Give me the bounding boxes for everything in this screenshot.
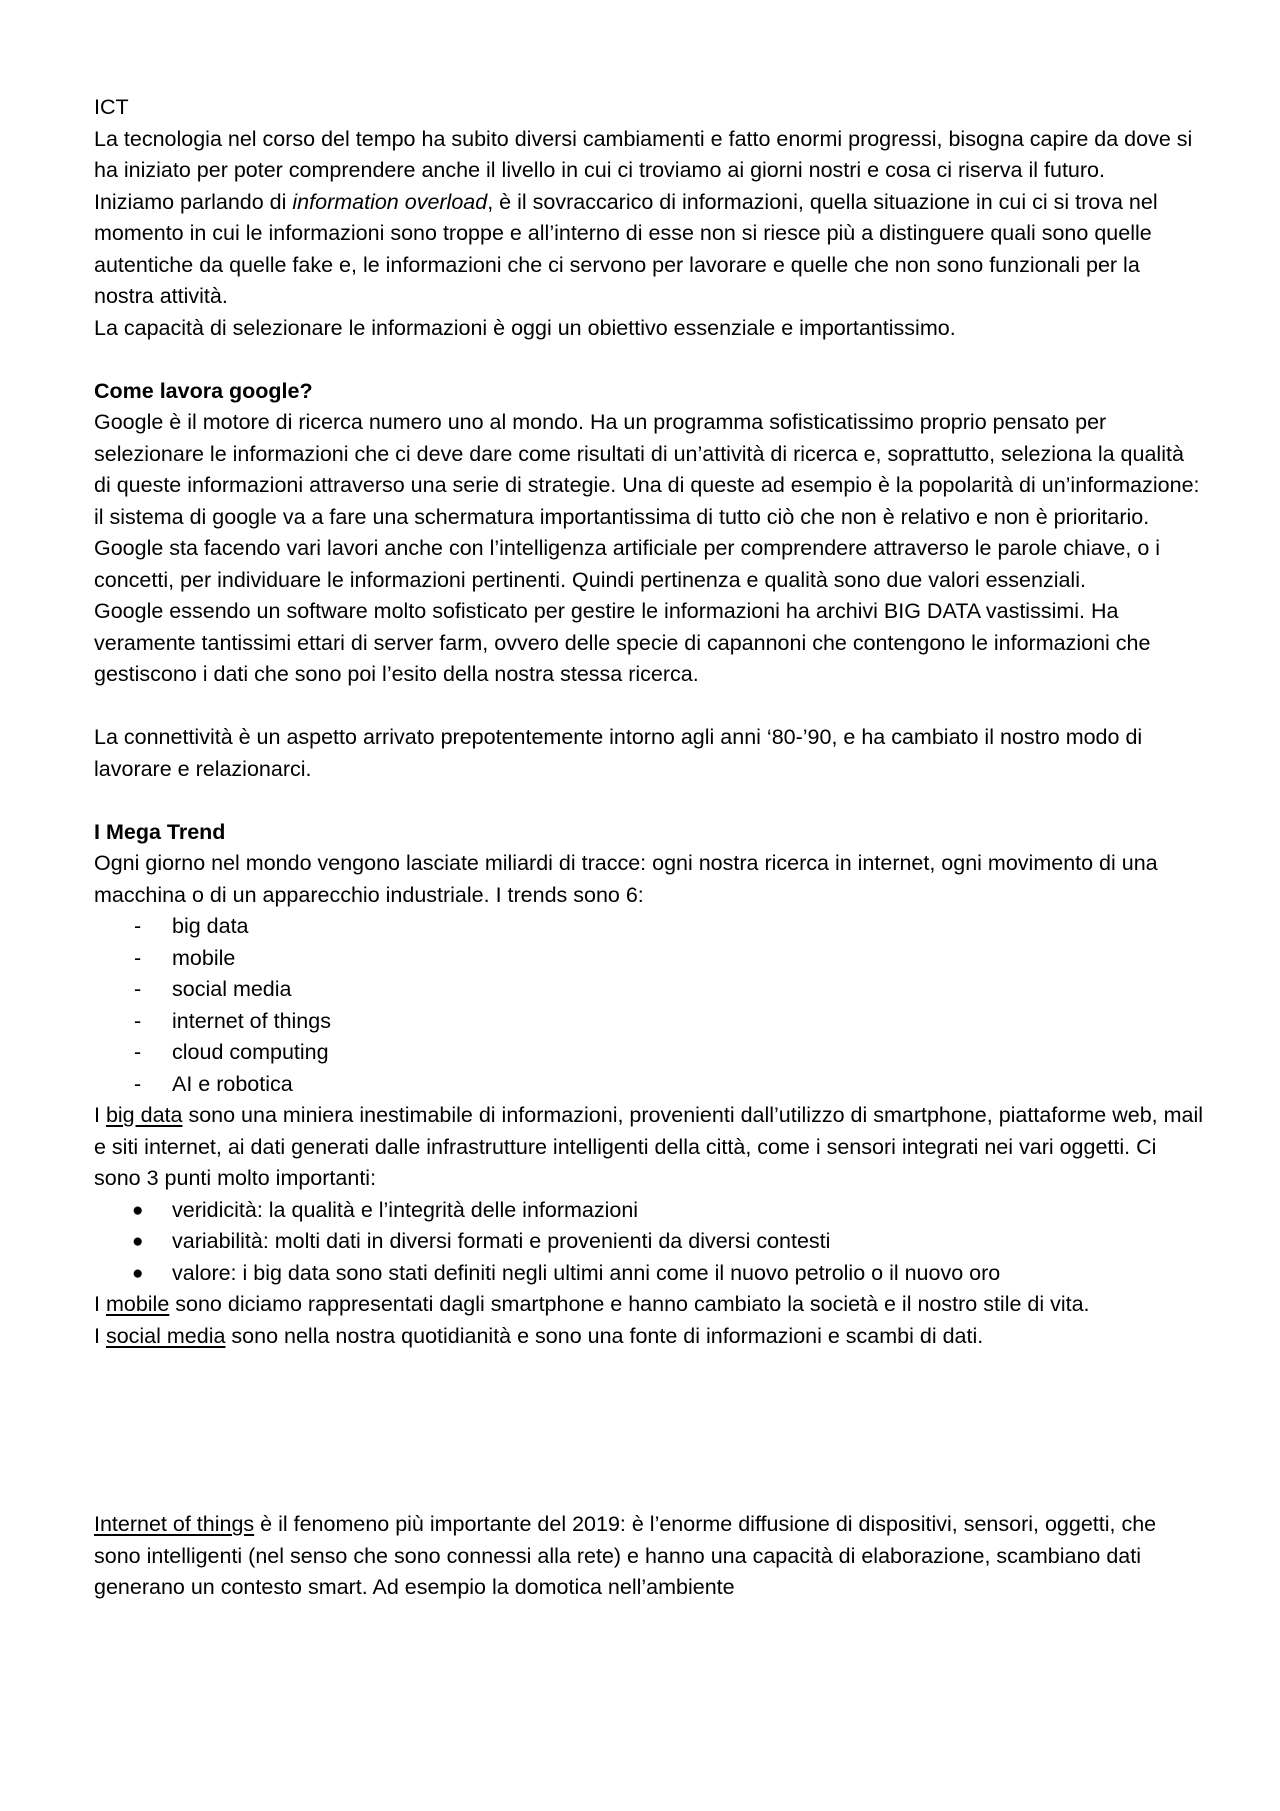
- google-paragraph-2: Google sta facendo vari lavori anche con l’intelligenza artificiale per comprendere attraverso le parole chiave, o i concetti, per individuare le informazioni pertinenti. Quindi pertinenza e qualità sono due valori essenziali.: [94, 536, 1161, 592]
- megatrend-heading: I Mega Trend: [94, 819, 226, 844]
- iot-term: Internet of things: [94, 1512, 255, 1536]
- mobile-text: sono diciamo rappresentati dagli smartphone e hanno cambiato la società e il nostro stile di vita.: [169, 1292, 1090, 1316]
- megatrend-intro: Ogni giorno nel mondo vengono lasciate miliardi di tracce: ogni nostra ricerca in internet, ogni movimento di una macchina o di un apparecchio industriale. I trends sono 6:: [94, 851, 1158, 907]
- iot-paragraph: [94, 1509, 1204, 1604]
- spacer: [94, 344, 1204, 376]
- selection-paragraph: La capacità di selezionare le informazioni è oggi un obiettivo essenziale e importantissimo.: [94, 315, 956, 340]
- list-item: [94, 911, 1204, 943]
- bigdata-term: big data: [105, 1103, 183, 1127]
- iot-text: è il fenomeno più importante del 2019: è l’enorme diffusione di dispositivi, sensori, oggetti, che sono intelligenti (nel senso che sono connessi alla rete) e hanno una capacità di elaborazione, scambiano dati generano un contesto smart. Ad esempio la domotica nell’ambiente: [94, 1512, 1157, 1599]
- bullet-marker: ●: [132, 1231, 144, 1252]
- trend-label: mobile: [172, 945, 236, 970]
- social-lead: I: [94, 1323, 106, 1348]
- point-label: variabilità: molti dati in diversi formati e provenienti da diversi contesti: [172, 1229, 831, 1253]
- list-item: [94, 974, 1204, 1006]
- list-item: [94, 1195, 1204, 1227]
- bullet-marker: ●: [132, 1262, 144, 1284]
- mobile-lead: I: [94, 1292, 106, 1316]
- social-term: social media: [105, 1323, 226, 1348]
- dash-marker: -: [134, 977, 142, 1001]
- overload-after: , è il sovraccarico di informazioni, quella situazione in cui ci si trova nel momento in cui le informazioni sono troppe e all’interno di esse non si riesce più a distinguere quali sono quelle autentiche da quelle fake e, le informazioni che ci servono per lavorare e quelle che non sono funzionali per la nostra attività.: [94, 189, 1158, 308]
- dash-marker: -: [134, 914, 142, 938]
- overload-paragraph: [94, 187, 1204, 313]
- google-heading: Come lavora google?: [94, 378, 313, 403]
- trend-label: big data: [172, 914, 249, 938]
- intro-paragraph: La tecnologia nel corso del tempo ha subito diversi cambiamenti e fatto enormi progressi, bisogna capire da dove si ha iniziato per poter comprendere anche il livello in cui ci troviamo ai giorni nostri e cosa ci riserva il futuro.: [94, 126, 1193, 182]
- point-label: veridicità: la qualità e l’integrità delle informazioni: [172, 1197, 639, 1222]
- dash-marker: -: [134, 1071, 142, 1096]
- dash-marker: -: [134, 945, 142, 970]
- list-item: [94, 1037, 1204, 1069]
- list-item: [94, 943, 1204, 975]
- trend-list: [94, 911, 1204, 1100]
- doc-title: ICT: [94, 95, 129, 119]
- list-item: [94, 1226, 1204, 1258]
- bigdata-points-list: [94, 1195, 1204, 1290]
- trend-label: internet of things: [172, 1008, 331, 1033]
- dash-marker: -: [134, 1040, 142, 1064]
- bigdata-lead: I: [94, 1103, 106, 1127]
- trend-label: AI e robotica: [172, 1071, 293, 1096]
- mobile-paragraph: [94, 1289, 1204, 1321]
- spacer: [94, 785, 1204, 817]
- trend-label: cloud computing: [172, 1040, 329, 1064]
- dash-marker: -: [134, 1008, 142, 1033]
- spacer: [94, 691, 1204, 723]
- trend-label: social media: [172, 977, 292, 1001]
- overload-term: information overload: [292, 189, 488, 214]
- mobile-term: mobile: [105, 1292, 170, 1316]
- social-paragraph: [94, 1321, 1204, 1353]
- google-paragraph-3: Google essendo un software molto sofisticato per gestire le informazioni ha archivi BIG DATA vastissimi. Ha veramente tantissimi ettari di server farm, ovvero delle specie di capannoni che contengono le informazioni che gestiscono i dati che sono poi l’esito della nostra stessa ricerca.: [94, 599, 1151, 686]
- google-paragraph-1: Google è il motore di ricerca numero uno al mondo. Ha un programma sofisticatissimo proprio pensato per selezionare le informazioni che ci deve dare come risultati di un’attività di ricerca e, soprattutto, seleziona la qualità di queste informazioni attraverso una serie di strategie. Una di queste ad esempio è la popolarità di un’informazione: il sistema di google va a fare una schermatura importantissima di tutto ciò che non è relativo e non è prioritario.: [94, 410, 1200, 529]
- spacer: [94, 1352, 1204, 1509]
- bigdata-paragraph: [94, 1100, 1204, 1195]
- social-text: sono nella nostra quotidianità e sono una fonte di informazioni e scambi di dati.: [225, 1323, 984, 1348]
- list-item: [94, 1069, 1204, 1101]
- bullet-marker: ●: [132, 1199, 144, 1221]
- list-item: [94, 1006, 1204, 1038]
- connectivity-paragraph: La connettività è un aspetto arrivato prepotentemente intorno agli anni ‘80-’90, e ha cambiato il nostro modo di lavorare e relazionarci.: [94, 725, 1143, 781]
- list-item: [94, 1258, 1204, 1290]
- overload-before: Iniziamo parlando di: [94, 189, 293, 214]
- point-label: valore: i big data sono stati definiti negli ultimi anni come il nuovo petrolio o il nuovo oro: [172, 1260, 1001, 1285]
- document-page: [94, 92, 1204, 1604]
- bigdata-text: sono una miniera inestimabile di informazioni, provenienti dall’utilizzo di smartphone, piattaforme web, mail e siti internet, ai dati generati dalle infrastrutture intelligenti della città, come i sensori integrati nei vari oggetti. Ci sono 3 punti molto importanti:: [94, 1103, 1204, 1190]
